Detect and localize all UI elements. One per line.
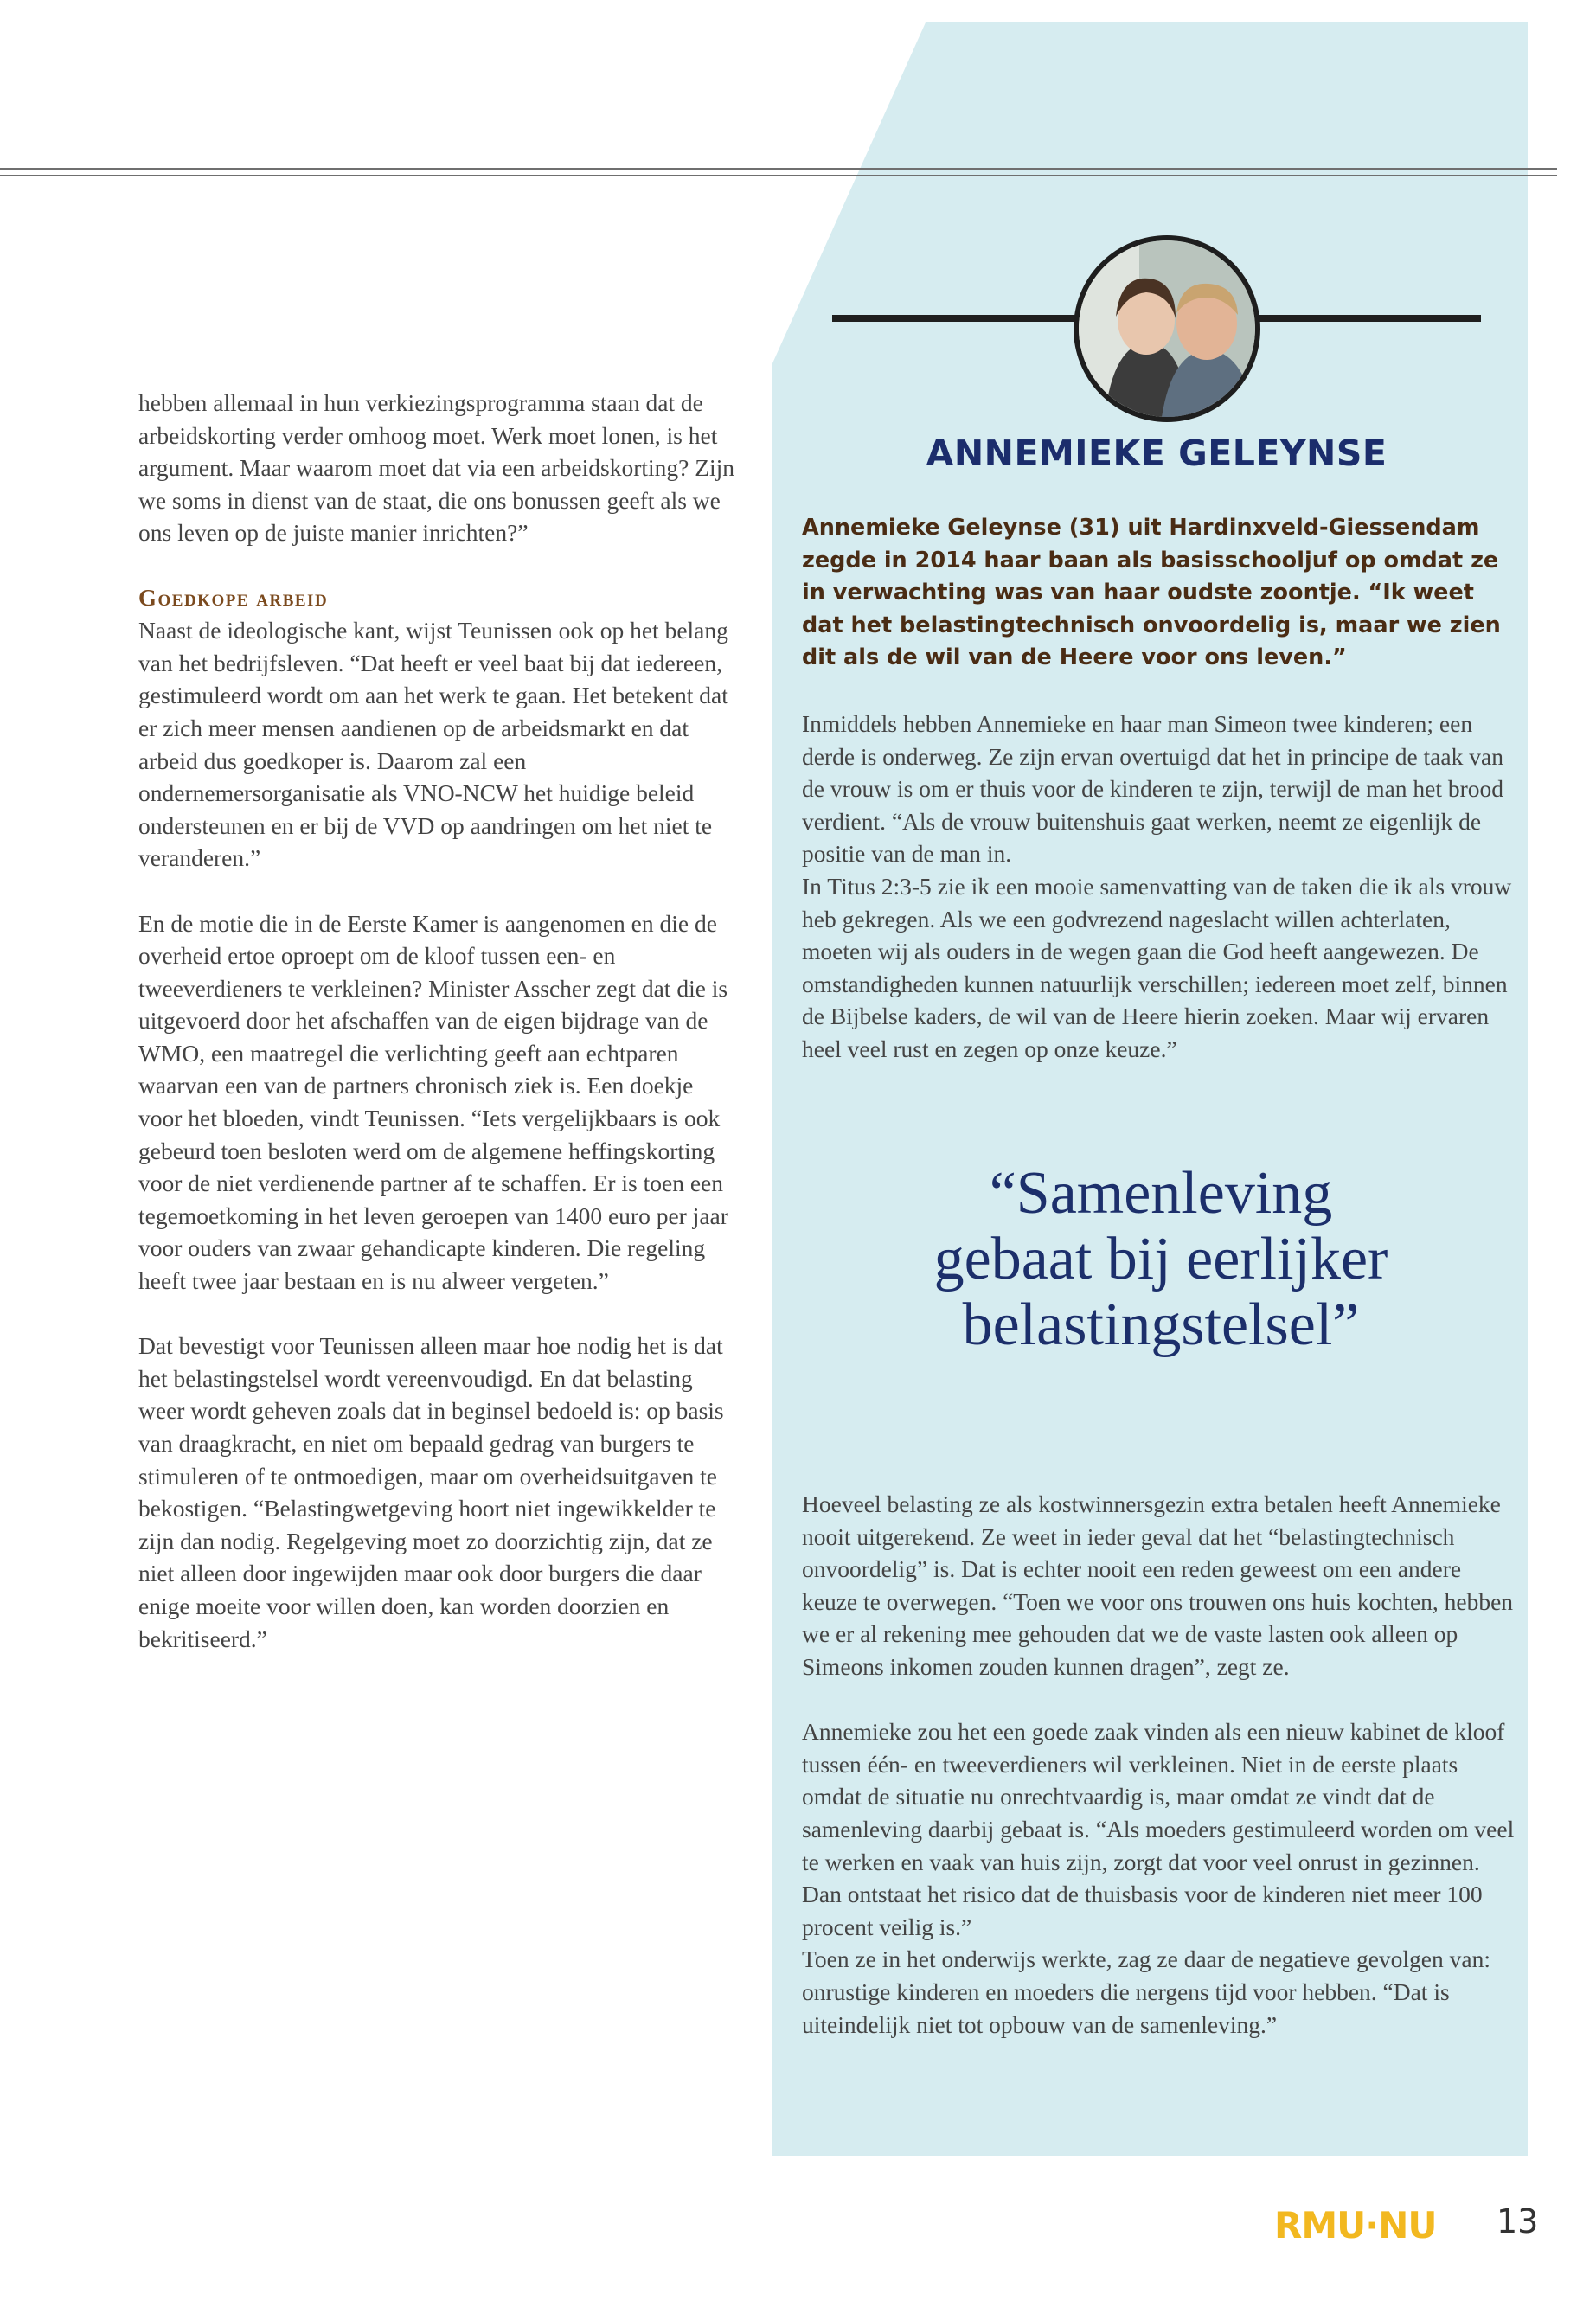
sidebar-body-bottom <box>802 1488 1520 2041</box>
left-paragraph-2: Naast de ideologische kant, wijst Teunissen ook op het belang van het bedrijfsleven. “Dat heeft er veel baat bij dat iedereen, gestimuleerd wordt om aan het werk te gaan. Het betekent dat er zich meer mensen aandienen op de arbeidsmarkt en dat arbeid dus goedkoper is. Daarom zal een ondernemersorganisatie als VNO-NCW het huidige beleid ondersteunen en er bij de VVD op aandringen om het niet te veranderen.” <box>138 617 728 872</box>
sidebar-paragraph-5: Toen ze in het onderwijs werkte, zag ze daar de negatieve gevolgen van: onrustige kinderen en moeders die nergens tijd voor hebben. “Dat is uiteindelijk niet tot opbouw van de samenleving.” <box>802 1945 1490 2038</box>
left-paragraph-1: hebben allemaal in hun verkiezingsprogramma staan dat de arbeidskorting verder omhoog moet. Werk moet lonen, is het argument. Maar waarom moet dat via een arbeidskorting? Zijn we soms in dienst van de staat, die ons bonussen geeft als we ons leven op de juiste manier inrichten?” <box>138 389 735 547</box>
intro-paragraph: Annemieke Geleynse (31) uit Hardinxveld-Giessendam zegde in 2014 haar baan als basisschooljuf op omdat ze in verwachting was van haar oudste zoontje. “Ik weet dat het belastingtechnisch onvoordelig is, maar we zien dit als de wil van de Heere voor ons leven.” <box>802 515 1501 671</box>
portrait-photo-icon <box>1074 235 1260 422</box>
left-paragraph-3: En de motie die in de Eerste Kamer is aangenomen en die de overheid ertoe oproept om de kloof tussen een- en tweeverdieners te verkleinen? Minister Asscher zegt dat die is uitgevoerd door het afschaffen van de eigen bijdrage van de WMO, een maatregel die verlichting geeft aan echtparen waarvan een van de partners chronisch ziek is. Een doekje voor het bloeden, vindt Teunissen. “Iets vergelijkbaars is ook gebeurd toen besloten werd om de algemene heffingskorting voor de niet verdienende partner af te schaffen. Er is toen een tegemoetkoming in het leven geroepen van 1400 euro per jaar voor ouders van zwaar gehandicapte kinderen. Die regeling heeft twee jaar bestaan en is nu alweer vergeten.” <box>138 909 728 1295</box>
sidebar-paragraph-4: Annemieke zou het een goede zaak vinden als een nieuw kabinet de kloof tussen één- en tweeverdieners wil verkleinen. Niet in de eerste plaats omdat de situatie nu onrechtvaardig is, maar omdat ze vindt dat de samenleving daarbij gebaat is. “Als moeders gestimuleerd worden om veel te werken en vaak van huis zijn, zorgt dat voor veel onrust in gezinnen. Dan ontstaat het risico dat de thuisbasis voor de kinderen niet meer 100 procent veilig is.” <box>802 1718 1515 1940</box>
sidebar-paragraph-1: Inmiddels hebben Annemieke en haar man Simeon twee kinderen; een derde is onderweg. Ze zijn ervan overtuigd dat het in principe de taak van de vrouw is om er thuis voor de kinderen te zijn, terwijl de man het brood verdient. “Als de vrouw buitenshuis gaat werken, neemt ze eigenlijk de positie van de man in. <box>802 710 1504 868</box>
pull-quote <box>802 1161 1520 1358</box>
page-number: 13 <box>1497 2202 1539 2240</box>
sidebar-body-top <box>802 708 1520 1098</box>
left-column <box>138 387 735 1688</box>
subheading-goedkope-arbeid: Goedkope arbeid <box>138 584 329 611</box>
pull-quote-line-1: “Samenleving <box>989 1160 1333 1227</box>
sidebar-paragraph-2: In Titus 2:3-5 zie ik een mooie samenvatting van de taken die ik als vrouw heb gekregen. Als we een godvrezend nageslacht willen achterlaten, moeten wij als ouders in de wegen gaan die God heeft aangewezen. De omstandigheden kunnen natuurlijk verschillen; iedereen moet zelf, binnen de Bijbelse kaders, de wil van de Heere hierin zoeken. Maar wij ervaren heel veel rust en zegen op onze keuze.” <box>802 872 1512 1062</box>
person-name-heading: ANNEMIEKE GELEYNSE <box>926 433 1388 474</box>
sidebar-paragraph-3: Hoeveel belasting ze als kostwinnersgezin extra betalen heeft Annemieke nooit uitgerekend. Ze weet in ieder geval dat het “belastingtechnisch onvoordelig” is. Dat is echter nooit een reden geweest om een andere keuze te overwegen. “Toen we voor ons trouwen ons huis kochten, hebben we er al rekening mee gehouden dat we de vaste lasten ook alleen op Simeons inkomen zouden kunnen dragen”, zegt ze. <box>802 1490 1514 1680</box>
left-paragraph-4: Dat bevestigt voor Teunissen alleen maar hoe nodig het is dat het belastingstelsel wordt vereenvoudigd. En dat belasting weer wordt geheven zoals dat in beginsel bedoeld is: op basis van draagkracht, en niet om bepaald gedrag van burgers te stimuleren of te ontmoedigen, maar om overheidsuitgaven te bekostigen. “Belastingwetgeving hoort niet ingewikkelder te zijn dan nodig. Regelgeving moet zo doorzichtig zijn, dat ze niet alleen door ingewijden maar ook door burgers die daar enige moeite voor willen doen, kan worden doorzien en bekritiseerd.” <box>138 1332 724 1652</box>
rmu-nu-logo: RMU·NU <box>1274 2204 1437 2247</box>
pull-quote-line-3: belastingstelsel” <box>962 1292 1360 1358</box>
pull-quote-line-2: gebaat bij eerlijker <box>933 1226 1388 1292</box>
